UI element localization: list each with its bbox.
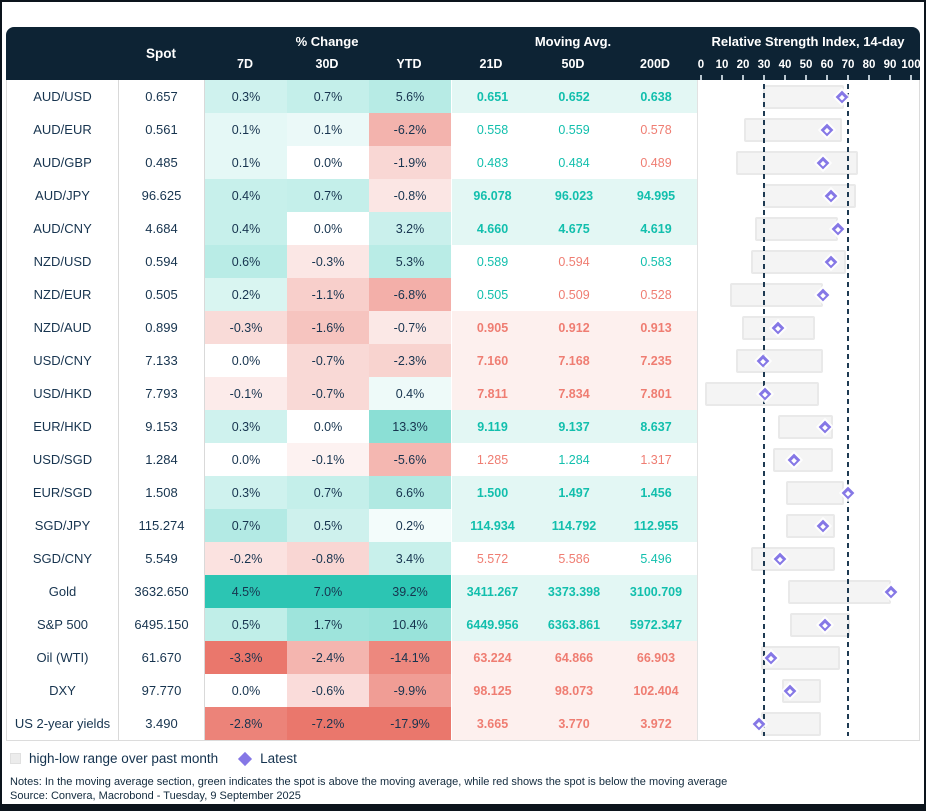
rsi-cell (697, 608, 919, 641)
rsi-cell (697, 707, 919, 740)
spot-value: 96.625 (119, 179, 205, 212)
ma-21d-cell: 1.500 (451, 476, 533, 509)
pct-7d-cell: 0.7% (205, 509, 287, 542)
fx-table (6, 27, 920, 741)
ma-50d-cell: 0.484 (558, 155, 590, 170)
ma-200d-cell: 1.456 (615, 476, 697, 509)
rsi-lane (703, 80, 910, 113)
rsi-lane (703, 278, 910, 311)
asset-name: NZD/AUD (7, 311, 119, 344)
header-empty-cell (6, 27, 118, 80)
ma-200d-cell: 3.972 (615, 707, 697, 740)
ma-200d-cell: 3100.709 (615, 575, 697, 608)
spot-value: 97.770 (119, 674, 205, 707)
spot-value: 0.594 (119, 245, 205, 278)
header-col-50D: 50D (561, 57, 585, 71)
table-row (7, 608, 919, 641)
ma-21d-cell: 6449.956 (451, 608, 533, 641)
spot-value: 115.274 (119, 509, 205, 542)
ma-200d-cell: 0.638 (615, 80, 697, 113)
pct-30d-cell: 0.7% (287, 476, 369, 509)
rsi-cell (697, 212, 919, 245)
ma-21d-cell: 1.285 (451, 443, 533, 476)
ma-21d-cell: 3.665 (451, 707, 533, 740)
ma-200d-cell: 7.801 (615, 377, 697, 410)
pct-30d-cell: 1.7% (287, 608, 369, 641)
pct-7d-cell: 0.4% (205, 179, 287, 212)
legend-range-label: high-low range over past month (29, 751, 219, 766)
pct-7d-cell: 0.0% (205, 674, 287, 707)
rsi-lane (703, 509, 910, 542)
rsi-range-bar (730, 283, 823, 307)
pct-ytd-cell: 13.3% (369, 410, 451, 443)
spot-value: 4.684 (119, 212, 205, 245)
rsi-range-bar (763, 184, 856, 208)
table-row (7, 80, 919, 113)
asset-name: DXY (7, 674, 119, 707)
chart-legend (10, 751, 920, 766)
rsi-tick-label-100: 100 (901, 59, 921, 71)
ma-50d-cell: 1.497 (533, 476, 615, 509)
ma-200d-cell: 0.528 (640, 287, 672, 302)
header-rsi-title: Relative Strength Index, 14-day (711, 34, 905, 49)
ma-21d-cell: 114.934 (451, 509, 533, 542)
pct-30d-cell: -2.4% (287, 641, 369, 674)
pct-ytd-cell: 0.2% (369, 509, 451, 542)
spot-value: 7.133 (119, 344, 205, 377)
spot-value: 3.490 (119, 707, 205, 740)
ma-200d-cell: 0.913 (615, 311, 697, 344)
rsi-cell (697, 509, 919, 542)
ma-200d-cell: 0.583 (640, 254, 672, 269)
header-col-7D: 7D (237, 57, 253, 71)
rsi-cell (697, 542, 919, 575)
rsi-lane (703, 344, 910, 377)
rsi-cell (697, 476, 919, 509)
spot-value: 61.670 (119, 641, 205, 674)
pct-30d-cell: 7.0% (287, 575, 369, 608)
rsi-cell (697, 80, 919, 113)
ma-50d-cell: 64.866 (533, 641, 615, 674)
pct-30d-cell: -0.6% (287, 674, 369, 707)
rsi-tick-label-40: 40 (778, 59, 792, 71)
table-row (7, 344, 919, 377)
table-row (7, 509, 919, 542)
header-pct-group (204, 27, 450, 80)
spot-value: 0.505 (119, 278, 205, 311)
asset-name: SGD/CNY (7, 542, 119, 575)
ma-200d-cell: 0.578 (640, 122, 672, 137)
ma-21d-cell: 7.160 (451, 344, 533, 377)
rsi-lane (703, 212, 910, 245)
ma-50d-cell: 0.509 (558, 287, 590, 302)
ma-200d-cell: 0.489 (640, 155, 672, 170)
rsi-tick-label-60: 60 (820, 59, 834, 71)
pct-ytd-cell: 39.2% (369, 575, 451, 608)
ma-50d-cell: 96.023 (533, 179, 615, 212)
ma-50d-cell: 0.594 (558, 254, 590, 269)
asset-name: Gold (7, 575, 119, 608)
fx-dashboard (2, 2, 924, 802)
rsi-tick-label-30: 30 (757, 59, 771, 71)
ma-200d-cell: 8.637 (615, 410, 697, 443)
rsi-lane (703, 377, 910, 410)
ma-50d-cell: 114.792 (533, 509, 615, 542)
rsi-lane (703, 410, 910, 443)
rsi-cell (697, 443, 919, 476)
spot-value: 7.793 (119, 377, 205, 410)
ma-50d-cell: 1.284 (558, 452, 590, 467)
ma-21d-cell: 4.660 (451, 212, 533, 245)
pct-7d-cell: 0.4% (205, 212, 287, 245)
pct-30d-cell: 0.7% (287, 80, 369, 113)
pct-7d-cell: -0.2% (205, 542, 287, 575)
asset-name: NZD/USD (7, 245, 119, 278)
rsi-cell (697, 575, 919, 608)
header-col-200D: 200D (640, 57, 670, 71)
rsi-tick-label-70: 70 (841, 59, 855, 71)
pct-30d-cell: 0.0% (287, 410, 369, 443)
pct-7d-cell: 0.3% (205, 410, 287, 443)
pct-30d-cell: 0.7% (287, 179, 369, 212)
ma-50d-cell: 7.834 (533, 377, 615, 410)
ma-200d-cell: 112.955 (615, 509, 697, 542)
pct-7d-cell: 0.3% (205, 80, 287, 113)
header-pct-subcolumns (204, 57, 450, 71)
ma-21d-cell: 0.589 (451, 245, 533, 278)
pct-ytd-cell: -6.8% (369, 278, 451, 311)
pct-30d-cell: 0.0% (287, 212, 369, 245)
asset-name: AUD/USD (7, 80, 119, 113)
rsi-lane (703, 608, 910, 641)
pct-ytd-cell: -0.8% (369, 179, 451, 212)
pct-7d-cell: 0.0% (205, 443, 287, 476)
spot-value: 6495.150 (119, 608, 205, 641)
table-row (7, 212, 919, 245)
table-row (7, 575, 919, 608)
ma-200d-cell: 66.903 (615, 641, 697, 674)
ma-50d-cell: 0.652 (533, 80, 615, 113)
rsi-lane (703, 641, 910, 674)
rsi-range-bar (736, 349, 823, 373)
table-row (7, 146, 919, 179)
notes-text: Notes: In the moving average section, green indicates the spot is above the moving average, while red shows the spot is below the moving average (10, 776, 728, 788)
ma-21d-cell: 5.572 (451, 542, 533, 575)
pct-ytd-cell: 5.3% (369, 245, 451, 278)
pct-30d-cell: 0.5% (287, 509, 369, 542)
pct-30d-cell: 0.0% (287, 146, 369, 179)
pct-7d-cell: 4.5% (205, 575, 287, 608)
table-row (7, 377, 919, 410)
table-row (7, 410, 919, 443)
pct-7d-cell: 0.2% (205, 278, 287, 311)
source-text: Source: Convera, Macrobond - Tuesday, 9 September 2025 (10, 790, 301, 802)
asset-name: USD/CNY (7, 344, 119, 377)
header-rsi-group (696, 27, 920, 80)
pct-7d-cell: -0.1% (205, 377, 287, 410)
ma-50d-cell: 3373.398 (533, 575, 615, 608)
header-col-30D: 30D (315, 57, 339, 71)
rsi-lane (703, 674, 910, 707)
pct-30d-cell: -1.1% (287, 278, 369, 311)
pct-30d-cell: -0.3% (287, 245, 369, 278)
ma-21d-cell: 96.078 (451, 179, 533, 212)
spot-value: 0.561 (119, 113, 205, 146)
spot-value: 1.508 (119, 476, 205, 509)
header-ma-subcolumns (450, 57, 696, 71)
rsi-lane (703, 542, 910, 575)
rsi-cell (697, 377, 919, 410)
pct-ytd-cell: 0.4% (369, 377, 451, 410)
asset-name: EUR/SGD (7, 476, 119, 509)
pct-7d-cell: 0.0% (205, 344, 287, 377)
asset-name: AUD/EUR (7, 113, 119, 146)
pct-ytd-cell: -14.1% (369, 641, 451, 674)
pct-ytd-cell: -5.6% (369, 443, 451, 476)
pct-ytd-cell: 6.6% (369, 476, 451, 509)
pct-7d-cell: -3.3% (205, 641, 287, 674)
pct-30d-cell: 0.1% (287, 113, 369, 146)
header-pct-change-label: % Change (295, 34, 359, 49)
pct-30d-cell: -7.2% (287, 707, 369, 740)
pct-ytd-cell: -17.9% (369, 707, 451, 740)
ma-50d-cell: 6363.861 (533, 608, 615, 641)
rsi-lane (703, 476, 910, 509)
header-moving-avg-label: Moving Avg. (534, 34, 612, 49)
pct-7d-cell: 0.1% (205, 113, 287, 146)
pct-30d-cell: -0.7% (287, 377, 369, 410)
ma-50d-cell: 7.168 (533, 344, 615, 377)
rsi-lane (703, 146, 910, 179)
table-row (7, 278, 919, 311)
ma-200d-cell: 94.995 (615, 179, 697, 212)
pct-30d-cell: -0.1% (287, 443, 369, 476)
rsi-range-bar (761, 712, 821, 736)
rsi-range-bar (763, 85, 844, 109)
spot-value: 0.899 (119, 311, 205, 344)
rsi-range-bar (788, 580, 892, 604)
ma-21d-cell: 7.811 (451, 377, 533, 410)
ma-200d-cell: 5972.347 (615, 608, 697, 641)
range-swatch-icon (10, 753, 21, 764)
pct-ytd-cell: -6.2% (369, 113, 451, 146)
rsi-range-bar (751, 547, 836, 571)
rsi-tick-label-10: 10 (715, 59, 729, 71)
table-row (7, 443, 919, 476)
ma-200d-cell: 102.404 (615, 674, 697, 707)
rsi-range-bar (755, 217, 838, 241)
rsi-lane (703, 179, 910, 212)
rsi-lane (703, 245, 910, 278)
pct-30d-cell: -0.8% (287, 542, 369, 575)
rsi-range-bar (736, 151, 858, 175)
rsi-lane (703, 311, 910, 344)
rsi-lane (703, 443, 910, 476)
rsi-cell (697, 113, 919, 146)
rsi-tick-label-90: 90 (883, 59, 897, 71)
pct-7d-cell: -2.8% (205, 707, 287, 740)
asset-name: USD/HKD (7, 377, 119, 410)
asset-name: AUD/JPY (7, 179, 119, 212)
rsi-tick-label-20: 20 (736, 59, 750, 71)
rsi-cell (697, 641, 919, 674)
asset-name: S&P 500 (7, 608, 119, 641)
ma-200d-cell: 4.619 (615, 212, 697, 245)
ma-50d-cell: 4.675 (533, 212, 615, 245)
table-row (7, 641, 919, 674)
asset-name: AUD/GBP (7, 146, 119, 179)
spot-value: 0.657 (119, 80, 205, 113)
asset-name: EUR/HKD (7, 410, 119, 443)
pct-30d-cell: -1.6% (287, 311, 369, 344)
spot-value: 1.284 (119, 443, 205, 476)
asset-name: Oil (WTI) (7, 641, 119, 674)
table-row (7, 113, 919, 146)
pct-ytd-cell: -2.3% (369, 344, 451, 377)
table-body (6, 80, 920, 741)
ma-50d-cell: 0.559 (558, 122, 590, 137)
rsi-tick-label-50: 50 (799, 59, 813, 71)
rsi-cell (697, 410, 919, 443)
asset-name: USD/SGD (7, 443, 119, 476)
header-spot: Spot (146, 46, 176, 61)
ma-21d-cell: 0.483 (451, 146, 533, 179)
pct-7d-cell: 0.1% (205, 146, 287, 179)
ma-21d-cell: 98.125 (451, 674, 533, 707)
ma-21d-cell: 63.224 (451, 641, 533, 674)
pct-7d-cell: -0.3% (205, 311, 287, 344)
rsi-range-bar (773, 448, 833, 472)
pct-ytd-cell: 3.2% (369, 212, 451, 245)
table-row (7, 179, 919, 212)
ma-21d-cell: 0.905 (451, 311, 533, 344)
header-ma-group (450, 27, 696, 80)
ma-21d-cell: 9.119 (451, 410, 533, 443)
header-col-21D: 21D (479, 57, 503, 71)
ma-21d-cell: 0.651 (451, 80, 533, 113)
ma-50d-cell: 0.912 (533, 311, 615, 344)
header-col-YTD: YTD (396, 57, 422, 71)
spot-value: 0.485 (119, 146, 205, 179)
asset-name: US 2-year yields (7, 707, 119, 740)
pct-ytd-cell: -9.9% (369, 674, 451, 707)
ma-21d-cell: 3411.267 (451, 575, 533, 608)
rsi-tick-label-0: 0 (697, 59, 705, 71)
rsi-cell (697, 146, 919, 179)
table-row (7, 707, 919, 740)
pct-ytd-cell: -0.7% (369, 311, 451, 344)
rsi-cell (697, 674, 919, 707)
rsi-tick-label-80: 80 (862, 59, 876, 71)
pct-7d-cell: 0.5% (205, 608, 287, 641)
pct-ytd-cell: 3.4% (369, 542, 451, 575)
ma-50d-cell: 98.073 (533, 674, 615, 707)
rsi-cell (697, 344, 919, 377)
ma-200d-cell: 5.496 (640, 551, 672, 566)
spot-value: 5.549 (119, 542, 205, 575)
ma-50d-cell: 9.137 (533, 410, 615, 443)
rsi-cell (697, 245, 919, 278)
table-row (7, 542, 919, 575)
legend-latest-label: Latest (260, 751, 297, 766)
table-row (7, 311, 919, 344)
spot-value: 3632.650 (119, 575, 205, 608)
rsi-range-bar (786, 481, 844, 505)
ma-21d-cell: 0.558 (451, 113, 533, 146)
ma-200d-cell: 7.235 (615, 344, 697, 377)
rsi-cell (697, 179, 919, 212)
pct-7d-cell: 0.3% (205, 476, 287, 509)
latest-diamond-icon (238, 751, 252, 765)
rsi-lane (703, 707, 910, 740)
spot-value: 9.153 (119, 410, 205, 443)
pct-30d-cell: -0.7% (287, 344, 369, 377)
asset-name: SGD/JPY (7, 509, 119, 542)
ma-21d-cell: 0.505 (451, 278, 533, 311)
asset-name: NZD/EUR (7, 278, 119, 311)
asset-name: AUD/CNY (7, 212, 119, 245)
pct-7d-cell: 0.6% (205, 245, 287, 278)
rsi-cell (697, 311, 919, 344)
rsi-axis (697, 27, 921, 80)
pct-ytd-cell: 10.4% (369, 608, 451, 641)
pct-ytd-cell: 5.6% (369, 80, 451, 113)
ma-200d-cell: 1.317 (640, 452, 672, 467)
rsi-cell (697, 278, 919, 311)
pct-ytd-cell: -1.9% (369, 146, 451, 179)
table-row (7, 245, 919, 278)
ma-50d-cell: 5.586 (558, 551, 590, 566)
rsi-lane (703, 575, 910, 608)
ma-50d-cell: 3.770 (533, 707, 615, 740)
table-header (6, 27, 920, 80)
rsi-lane (703, 113, 910, 146)
table-row (7, 476, 919, 509)
table-row (7, 674, 919, 707)
